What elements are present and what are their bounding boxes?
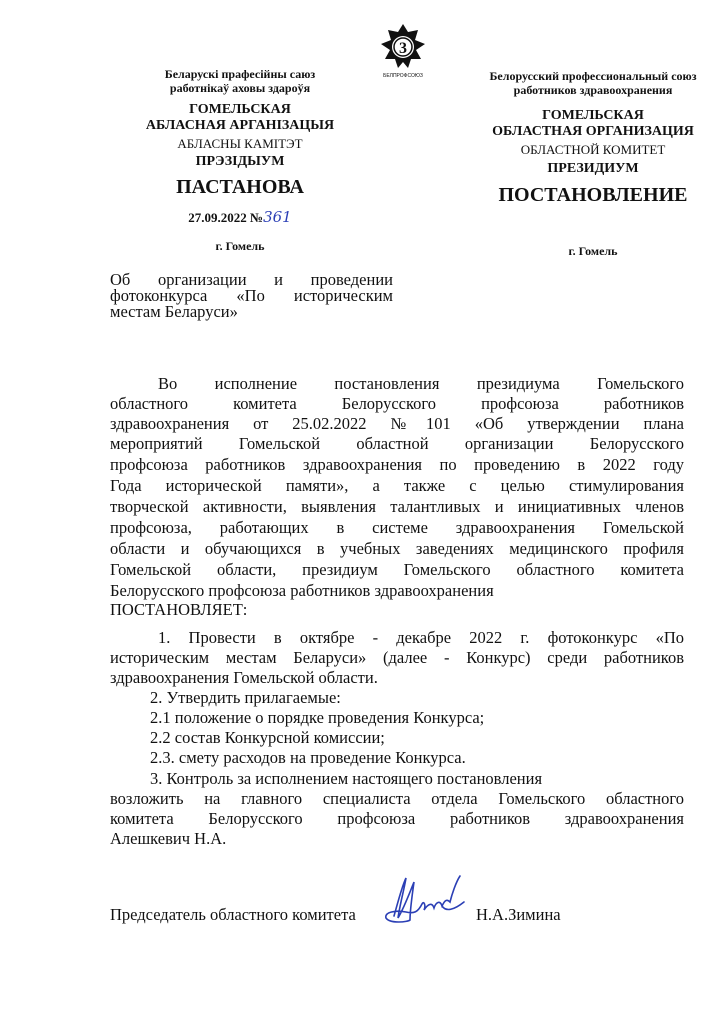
handwritten-signature <box>380 872 470 934</box>
right-region-line1: ГОМЕЛЬСКАЯ <box>542 108 644 123</box>
item-3-line-3: комитета Белорусского профсоюза работников здравоохранения <box>110 809 684 828</box>
left-presidium: ПРЭЗІДЫУМ <box>195 154 285 169</box>
body-line-11: Белорусского профсоюза работников здравоохранения <box>110 581 494 600</box>
left-date-number <box>120 210 360 225</box>
item-2-3: 2.3. смету расходов на проведение Конкурса. <box>150 748 466 767</box>
union-logo <box>378 22 428 80</box>
item-2-2: 2.2 состав Конкурсной комиссии; <box>150 728 385 747</box>
subject-line-2: фотоконкурса «По историческим <box>110 286 393 305</box>
doc-number: 361 <box>263 208 292 226</box>
right-city: г. Гомель <box>568 244 618 258</box>
item-3-line-2: возложить на главного специалиста отдела Гомельского областного <box>110 789 684 808</box>
decree-word: ПОСТАНОВЛЯЕТ: <box>110 600 248 619</box>
item-2: 2. Утвердить прилагаемые: <box>150 688 341 707</box>
left-doc-type: ПАСТАНОВА <box>176 176 304 198</box>
right-committee: ОБЛАСТНОЙ КОМИТЕТ <box>520 142 666 157</box>
left-org-line2: работнікаў аховы здароўя <box>169 81 311 95</box>
body-line-7: творческой активности, выявления талантливых и инициативных членов <box>110 497 684 516</box>
logo-caption: БЕЛПРОФСОЮЗ <box>383 73 423 79</box>
right-region-line2: ОБЛАСТНАЯ ОРГАНИЗАЦИЯ <box>492 124 694 139</box>
left-org-line1: Беларускі прафесійны саюз <box>164 67 316 81</box>
item-1-line-2: историческим местам Беларуси» (далее - Конкурс) среди работников <box>110 648 684 667</box>
subject-line-3: местам Беларуси» <box>110 302 238 321</box>
union-logo-mark <box>378 22 428 80</box>
item-1-line-3: здравоохранения Гомельской области. <box>110 668 378 687</box>
item-1-line-1: 1. Провести в октябре - декабре 2022 г. фотоконкурс «По <box>158 628 684 647</box>
body-line-8: профсоюза, работающих в системе здравоохранения Гомельской <box>110 518 684 537</box>
right-org-line1: Белорусский профессиональный союз <box>489 69 697 83</box>
body-line-1: Во исполнение постановления президиума Гомельского <box>158 374 684 393</box>
right-doc-type: ПОСТАНОВЛЕНИЕ <box>498 184 688 206</box>
right-org-line2: работников здравоохранения <box>513 83 673 97</box>
body-line-4: мероприятий Гомельской областной организации Белорусского <box>110 434 684 453</box>
doc-number-sign: № <box>250 210 264 225</box>
logo-symbol: 3 <box>399 40 407 57</box>
item-2-1: 2.1 положение о порядке проведения Конкурса; <box>150 708 485 727</box>
left-region-line2: АБЛАСНАЯ АРГАНІЗАЦЫЯ <box>145 118 335 133</box>
subject-line-1: Об организации и проведении <box>110 270 393 289</box>
left-region-line1: ГОМЕЛЬСКАЯ <box>189 102 291 117</box>
left-committee: АБЛАСНЫ КАМІТЭТ <box>177 136 303 151</box>
body-line-5: профсоюза работников здравоохранения по проведению в 2022 году <box>110 455 684 474</box>
signatory-name: Н.А.Зимина <box>476 905 561 924</box>
left-city: г. Гомель <box>215 239 265 253</box>
body-line-6: Года исторической памяти», а также с целью стимулирования <box>110 476 684 495</box>
right-presidium: ПРЕЗИДИУМ <box>547 161 639 176</box>
signatory-position: Председатель областного комитета <box>110 905 356 924</box>
body-line-9: области и обучающихся в учебных заведениях медицинского профиля <box>110 539 684 558</box>
body-line-3: здравоохранения от 25.02.2022 №101 «Об утверждении плана <box>110 414 684 433</box>
item-3-line-4: Алешкевич Н.А. <box>110 829 227 848</box>
body-line-2: областного комитета Белорусского профсоюза работников <box>110 394 684 413</box>
item-3-line-1: 3. Контроль за исполнением настоящего постановления <box>150 769 543 788</box>
doc-date: 27.09.2022 <box>188 210 247 225</box>
body-line-10: Гомельской области, президиум Гомельского областного комитета <box>110 560 684 579</box>
